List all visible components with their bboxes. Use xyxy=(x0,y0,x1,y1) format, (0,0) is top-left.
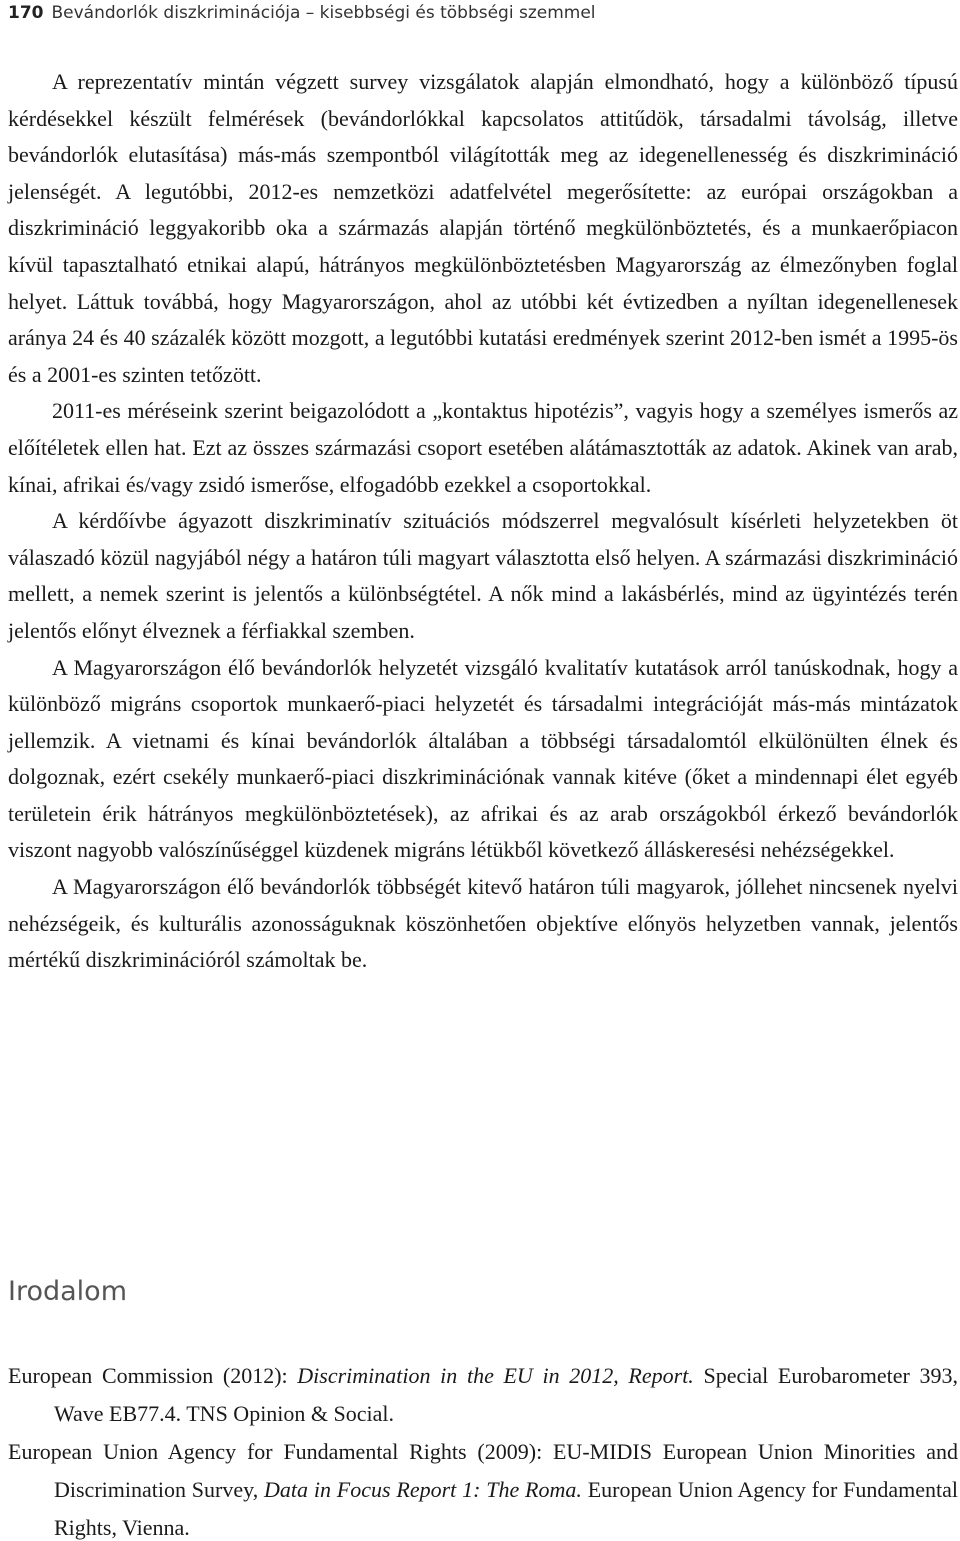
page-number: 170 xyxy=(8,3,44,23)
reference-title: Discrimination in the EU in 2012, Report. xyxy=(297,1363,694,1388)
paragraph: A Magyarországon élő bevándorlók többségét kitevő határon túli magyarok, jóllehet nincsenek nyelvi nehézségeik, és kulturális azonosságuknak köszönhetően objektíve előnyös helyzetben vannak, jelentős mértékű diszkriminációról számoltak be. xyxy=(8,874,958,973)
running-header xyxy=(8,3,596,23)
reference-entry xyxy=(8,1357,958,1433)
reference-author: European Commission (2012): xyxy=(8,1363,298,1388)
reference-list xyxy=(8,1357,958,1541)
reference-title: Data in Focus Report 1: The Roma. xyxy=(264,1477,582,1502)
paragraph: A Magyarországon élő bevándorlók helyzetét vizsgáló kvalitatív kutatások arról tanúskodnak, hogy a különböző migráns csoportok munkaerő-piaci helyzetét és társadalmi integrációját más-más mintázatok jellemzik. A vietnami és kínai bevándorlók általában a többségi társadalomtól elkülönülten élnek és dolgoznak, ezért csekély munkaerő-piaci diszkriminációnak vannak kitéve (őket a mindennapi élet egyéb területein érik hátrányos megkülönböztetések), az afrikai és az arab országokból érkező bevándorlók viszont nagyobb valószínűséggel küzdenek migráns létükből következő álláskeresési nehézségekkel. xyxy=(8,654,958,863)
paragraph: 2011-es méréseink szerint beigazolódott a „kontaktus hipotézis”, vagyis hogy a személyes ismerős az előítéletek ellen hat. Ezt az összes származási csoport esetében alátámasztották az adatok. Akinek van arab, kínai, afrikai és/vagy zsidó ismerőse, elfogadóbb ezekkel a csoportokkal. xyxy=(8,398,958,497)
reference-author: European Union Agency for Fundamental Rights (2009): EU-MIDIS European Union Minorities and Discrimination Survey, xyxy=(8,1439,958,1502)
reference-entry xyxy=(8,1433,958,1541)
running-title: Bevándorlók diszkriminációja – kisebbségi és többségi szemmel xyxy=(51,3,596,23)
section-heading-irodalom: Irodalom xyxy=(8,1276,127,1307)
reference-details: European Union Agency for Fundamental Rights, Vienna. xyxy=(54,1477,959,1540)
paragraph: A kérdőívbe ágyazott diszkriminatív szituációs módszerrel megvalósult kísérleti helyzetekben öt válaszadó közül nagyjából négy a határon túli magyart választotta első helyen. A származási diszkrimináció mellett, a nemek szerint is jelentős a különbségtétel. A nők mind a lakásbérlés, mind az ügyintézés terén jelentős előnyt élveznek a férfiakkal szemben. xyxy=(8,508,958,643)
body-text xyxy=(8,64,958,979)
paragraph: A reprezentatív mintán végzett survey vizsgálatok alapján elmondható, hogy a különböző típusú kérdésekkel készült felmérések (bevándorlókkal kapcsolatos attitűdök, társadalmi távolság, illetve bevándorlók elutasítása) más-más szempontból világították meg az idegenellenesség és diszkrimináció jelenségét. A legutóbbi, 2012-es nemzetközi adatfelvétel megerősítette: az európai országokban a diszkrimináció leggyakoribb oka a származás alapján történő megkülönböztetés, és a munkaerőpiacon kívül tapasztalható etnikai alapú, hátrányos megkülönböztetésben Magyarország az élmezőnyben foglal helyet. Láttuk továbbá, hogy Magyarországon, ahol az utóbbi két évtizedben a nyíltan idegenellenesek aránya 24 és 40 százalék között mozgott, a legutóbbi kutatási eredmények szerint 2012-ben ismét a 1995-ös és a 2001-es szinten tetőzött. xyxy=(8,69,958,387)
reference-details: Special Eurobarometer 393, Wave EB77.4. TNS Opinion & Social. xyxy=(54,1363,958,1426)
